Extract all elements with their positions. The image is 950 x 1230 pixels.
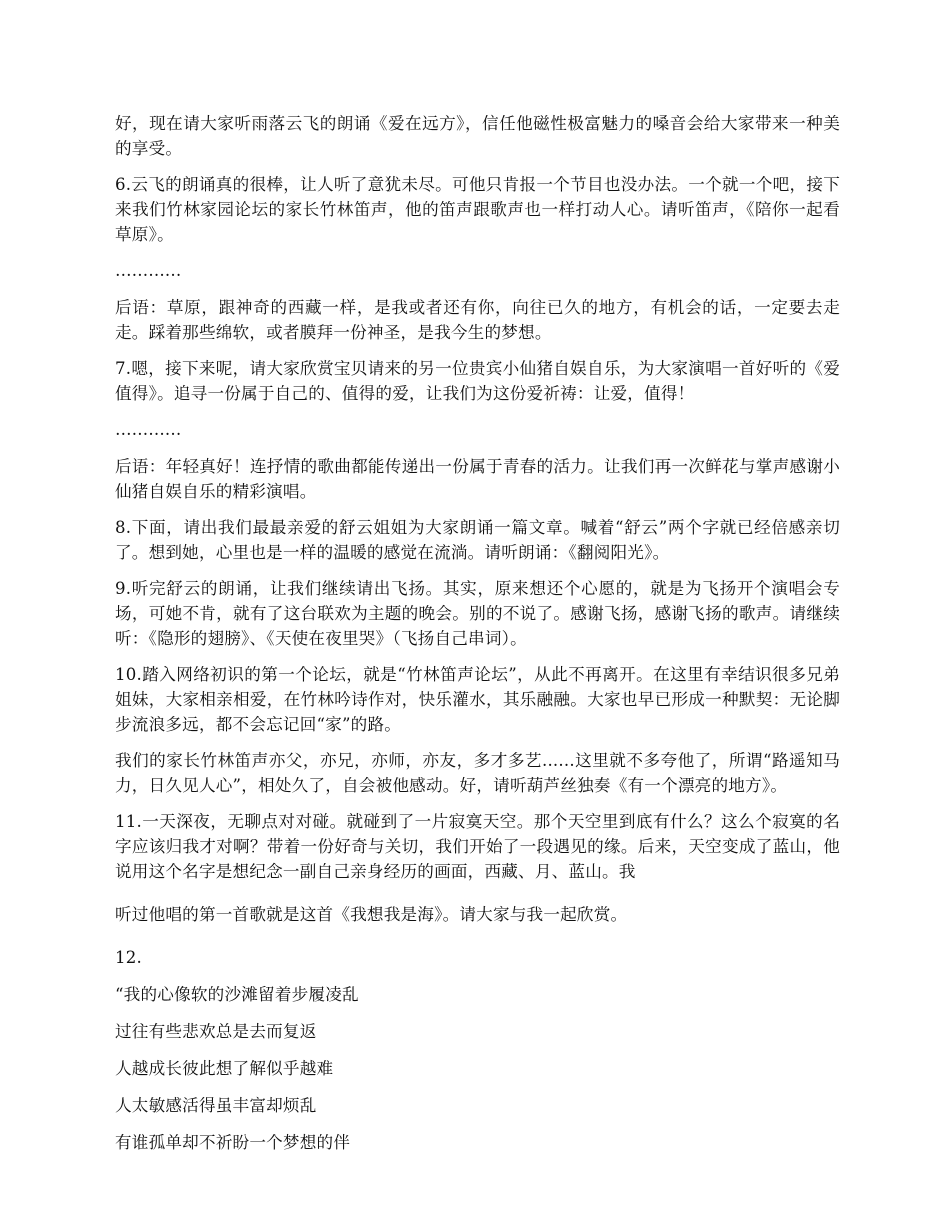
paragraph-item-10: 10.踏入网络初识的第一个论坛，就是“竹林笛声论坛”，从此不再离开。在这里有幸结识很多兄弟姐妹，大家相亲相爱，在竹林吟诗作对，快乐灌水，其乐融融。大家也早已形成一种默契：无论脚步流浪多远，都不会忘记回“家”的路。 (115, 665, 840, 734)
lyric-line: 人越成长彼此想了解似乎越难 (115, 1059, 334, 1078)
document-body (115, 111, 840, 1167)
lyric-line: 人太敏感活得虽丰富却烦乱 (115, 1096, 317, 1115)
paragraph-afterword-1: 后语：草原，跟神奇的西藏一样，是我或者还有你，向往已久的地方，有机会的话，一定要去走走。踩着那些绵软，或者膜拜一份神圣，是我今生的梦想。 (115, 298, 840, 342)
paragraph-item-7: 7.嗯，接下来呢，请大家欣赏宝贝请来的另一位贵宾小仙猪自娱自乐，为大家演唱一首好听的《爱值得》。追寻一份属于自己的、值得的爱，让我们为这份爱祈祷：让爱，值得！ (115, 359, 840, 403)
paragraph-afterword-2: 后语：年轻真好！连抒情的歌曲都能传递出一份属于青春的活力。让我们再一次鲜花与掌声感谢小仙猪自娱自乐的精彩演唱。 (115, 457, 840, 501)
paragraph-item-8: 8.下面，请出我们最最亲爱的舒云姐姐为大家朗诵一篇文章。喊着“舒云”两个字就已经倍感亲切了。想到她，心里也是一样的温暖的感觉在流淌。请听朗诵：《翻阅阳光》。 (115, 518, 840, 562)
ellipsis-divider: ………… (115, 261, 182, 280)
paragraph-family-head: 我们的家长竹林笛声亦父，亦兄，亦师，亦友，多才多艺......这里就不多夸他了，所谓“路遥知马力，日久见人心”，相处久了，自会被他感动。好，请听葫芦丝独奏《有一个漂亮的地方》。 (115, 751, 840, 795)
paragraph-item-11-continued: 听过他唱的第一首歌就是这首《我想我是海》。请大家与我一起欣赏。 (115, 905, 628, 924)
paragraph-item-11: 11.一天深夜，无聊点对对碰。就碰到了一片寂寞天空。那个天空里到底有什么？这么个寂寞的名字应该归我才对啊？带着一份好奇与关切，我们开始了一段遇见的缘。后来，天空变成了蓝山，他说用这个名字是想纪念一副自己亲身经历的画面，西藏、月、蓝山。我 (115, 812, 840, 881)
paragraph-item-9: 9.听完舒云的朗诵，让我们继续请出飞扬。其实，原来想还个心愿的，就是为飞扬开个演唱会专场，可她不肯，就有了这台联欢为主题的晚会。别的不说了。感谢飞扬，感谢飞扬的歌声。请继续听：《隐形的翅膀》、《天使在夜里哭》（飞扬自己串词）。 (115, 579, 840, 648)
lyric-line: 过往有些悲欢总是去而复返 (115, 1022, 317, 1041)
lyric-line: 有谁孤单却不祈盼一个梦想的伴 (115, 1133, 351, 1152)
lyric-line: “我的心像软的沙滩留着步履凌乱 (115, 985, 359, 1004)
ellipsis-divider: ………… (115, 420, 182, 439)
item-number-12: 12. (115, 948, 142, 967)
paragraph-intro: 好，现在请大家听雨落云飞的朗诵《爱在远方》，信任他磁性极富魅力的嗓音会给大家带来一种美的享受。 (115, 114, 840, 158)
paragraph-item-6: 6.云飞的朗诵真的很棒，让人听了意犹未尽。可他只肯报一个节目也没办法。一个就一个吧，接下来我们竹林家园论坛的家长竹林笛声，他的笛声跟歌声也一样打动人心。请听笛声，《陪你一起看草原》。 (115, 175, 840, 244)
